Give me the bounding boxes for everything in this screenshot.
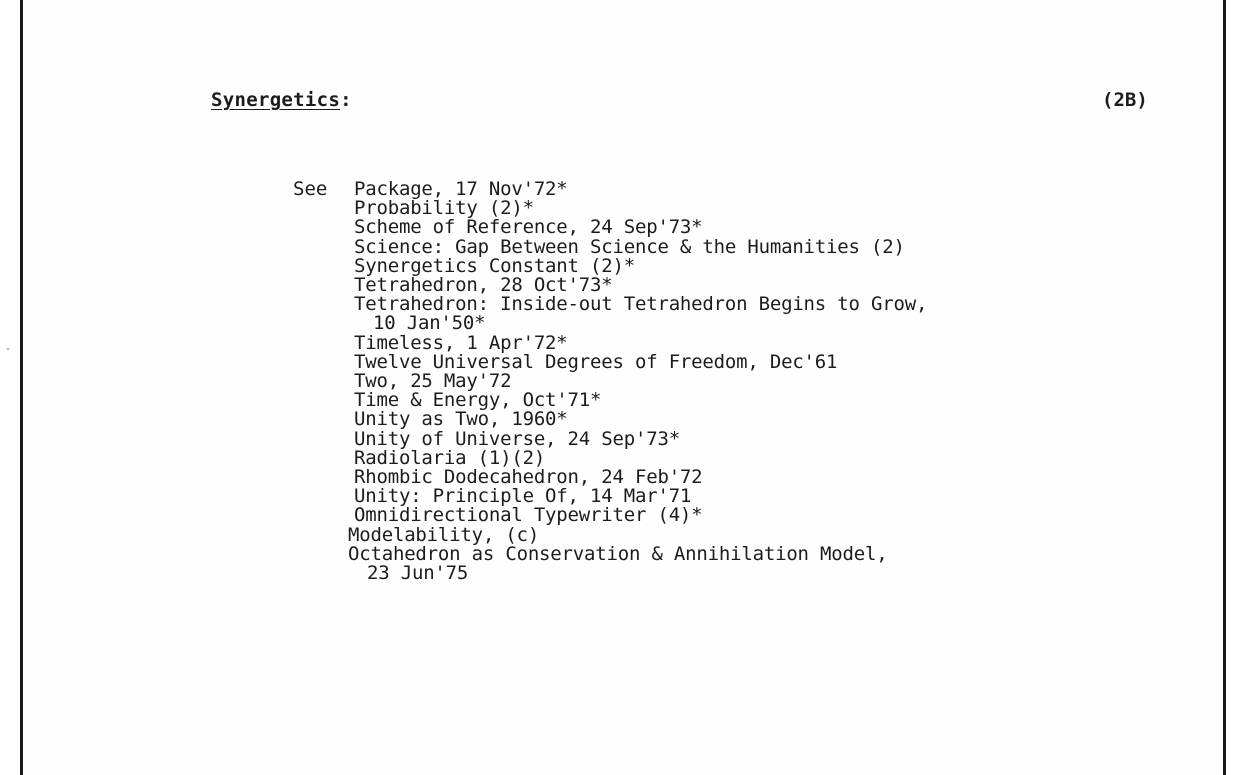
card-id: (2B) [1102,89,1148,111]
list-item: Unity as Two, 1960* [354,408,568,431]
cross-reference-list [348,178,928,585]
heading-title: Synergetics [211,89,341,111]
list-item: Timeless, 1 Apr'72* [354,331,568,354]
list-item: Tetrahedron: Inside-out Tetrahedron Begins to Grow, [354,293,928,316]
list-item: Unity: Principle Of, 14 Mar'71 [354,485,692,508]
list-item: Radiolaria (1)(2) [354,446,546,469]
card-heading [211,89,352,111]
list-item: Tetrahedron, 28 Oct'73* [354,274,613,297]
heading-colon: : [340,89,352,111]
list-item: Science: Gap Between Science & the Humanities (2) [354,235,905,258]
list-item: Package, 17 Nov'72* [354,178,568,200]
next-card-edge [20,749,1226,775]
list-item: Time & Energy, Oct'71* [354,389,602,412]
see-label: See [293,178,328,200]
list-item: Modelability, (c) [348,523,540,546]
list-item: Two, 25 May'72 [354,370,512,393]
list-item: Scheme of Reference, 24 Sep'73* [354,216,703,239]
list-item: Twelve Universal Degrees of Freedom, Dec'61 [354,350,838,373]
list-item: Unity of Universe, 24 Sep'73* [354,427,680,450]
paper-speck [7,348,9,350]
list-item-continuation: 10 Jan'50* [373,312,486,335]
list-item: Synergetics Constant (2)* [354,254,635,277]
list-item-continuation: 23 Jun'75 [367,562,469,585]
list-item: Rhombic Dodecahedron, 24 Feb'72 [354,466,703,489]
list-item: Octahedron as Conservation & Annihilation Model, [348,542,888,565]
list-item: Omnidirectional Typewriter (4)* [354,504,703,527]
list-item: Probability (2)* [354,197,534,220]
